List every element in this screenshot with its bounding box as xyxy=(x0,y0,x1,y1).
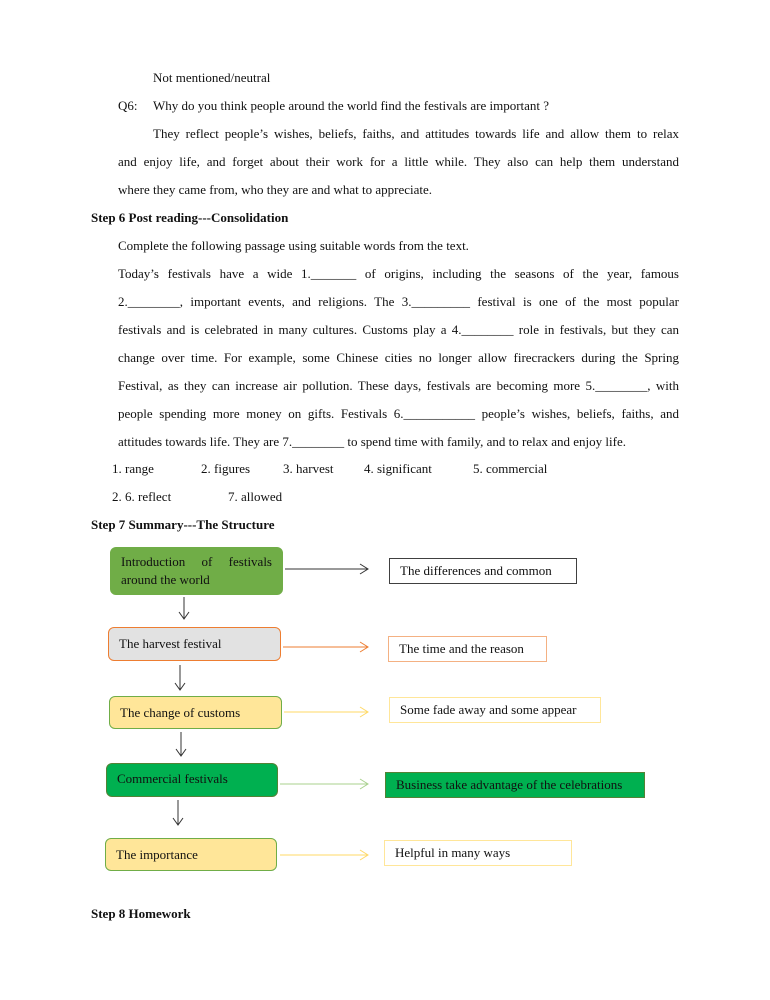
answer-key-item: 4. significant xyxy=(364,461,432,476)
question-text: Why do you think people around the world find the festivals are important ? xyxy=(153,98,550,113)
step7-heading: Step 7 Summary---The Structure xyxy=(91,517,275,532)
flowchart-note-time-reason xyxy=(388,636,547,662)
answer-key-item: 2. 6. reflect xyxy=(112,489,172,504)
passage-line-1: Today’s festivals have a wide 1._______ of origins, including the seasons of the year, famous xyxy=(118,266,679,281)
step6-heading: Step 6 Post reading---Consolidation xyxy=(91,210,289,225)
passage-line-3: festivals and is celebrated in many cultures. Customs play a 4.________ role in festivals, but they can xyxy=(118,322,679,337)
flowchart-box-harvest xyxy=(108,627,281,661)
answer-key-item: 3. harvest xyxy=(283,461,334,476)
answer-key-item: 7. allowed xyxy=(228,489,283,504)
answer-key-item: 2. figures xyxy=(201,461,251,476)
passage-line-2: 2.________, important events, and religions. The 3._________ festival is one of the most popular xyxy=(118,294,679,309)
flowchart-note-fade-appear xyxy=(389,697,601,723)
flowchart-note-label: Helpful in many ways xyxy=(395,845,511,860)
answer-line-1: They reflect people’s wishes, beliefs, faiths, and attitudes towards life and allow them to relax xyxy=(153,126,679,141)
flowchart-box-label: The harvest festival xyxy=(119,636,222,651)
answer-key-item: 1. range xyxy=(112,461,154,476)
flowchart-note-label: The time and the reason xyxy=(399,641,524,656)
flowchart-box-label: Introduction of festivals around the world xyxy=(121,554,272,587)
flowchart-box-label: The change of customs xyxy=(120,704,241,720)
question-label: Q6: xyxy=(118,98,138,113)
flowchart-box-label: The importance xyxy=(116,846,198,862)
passage-line-5: Festival, as they can increase air pollution. These days, festivals are becoming more 5.________, with xyxy=(118,378,679,393)
flowchart-note-differences xyxy=(389,558,577,584)
flowchart-box-introduction xyxy=(110,547,283,595)
passage-line-4: change over time. For example, some Chinese cities no longer allow firecrackers during the Spring xyxy=(118,350,679,365)
flowchart-note-helpful xyxy=(384,840,572,866)
answer-key-item: 5. commercial xyxy=(473,461,548,476)
flowchart-note-label: The differences and common xyxy=(400,563,552,578)
flowchart-note-label: Some fade away and some appear xyxy=(400,702,577,717)
flowchart-box-customs xyxy=(109,696,282,729)
flowchart-box-importance xyxy=(105,838,277,871)
flowchart-note-business xyxy=(385,772,645,798)
step8-heading: Step 8 Homework xyxy=(91,906,191,921)
answer-line-2: and enjoy life, and forget about their work for a little while. They also can help them understand xyxy=(118,154,679,169)
flowchart-note-label: Business take advantage of the celebrations xyxy=(396,777,623,792)
step6-instruction: Complete the following passage using suitable words from the text. xyxy=(118,238,469,253)
passage-line-7: attitudes towards life. They are 7.________ to spend time with family, and to relax and enjoy life. xyxy=(118,434,626,449)
answer-line-3: where they came from, who they are and what to appreciate. xyxy=(118,182,433,197)
flowchart-box-label: Commercial festivals xyxy=(117,771,228,786)
flowchart-box-commercial xyxy=(106,763,278,797)
answer-text: Not mentioned/neutral xyxy=(153,70,271,85)
passage-line-6: people spending more money on gifts. Festivals 6.___________ people’s wishes, beliefs, faiths, and xyxy=(118,406,679,421)
